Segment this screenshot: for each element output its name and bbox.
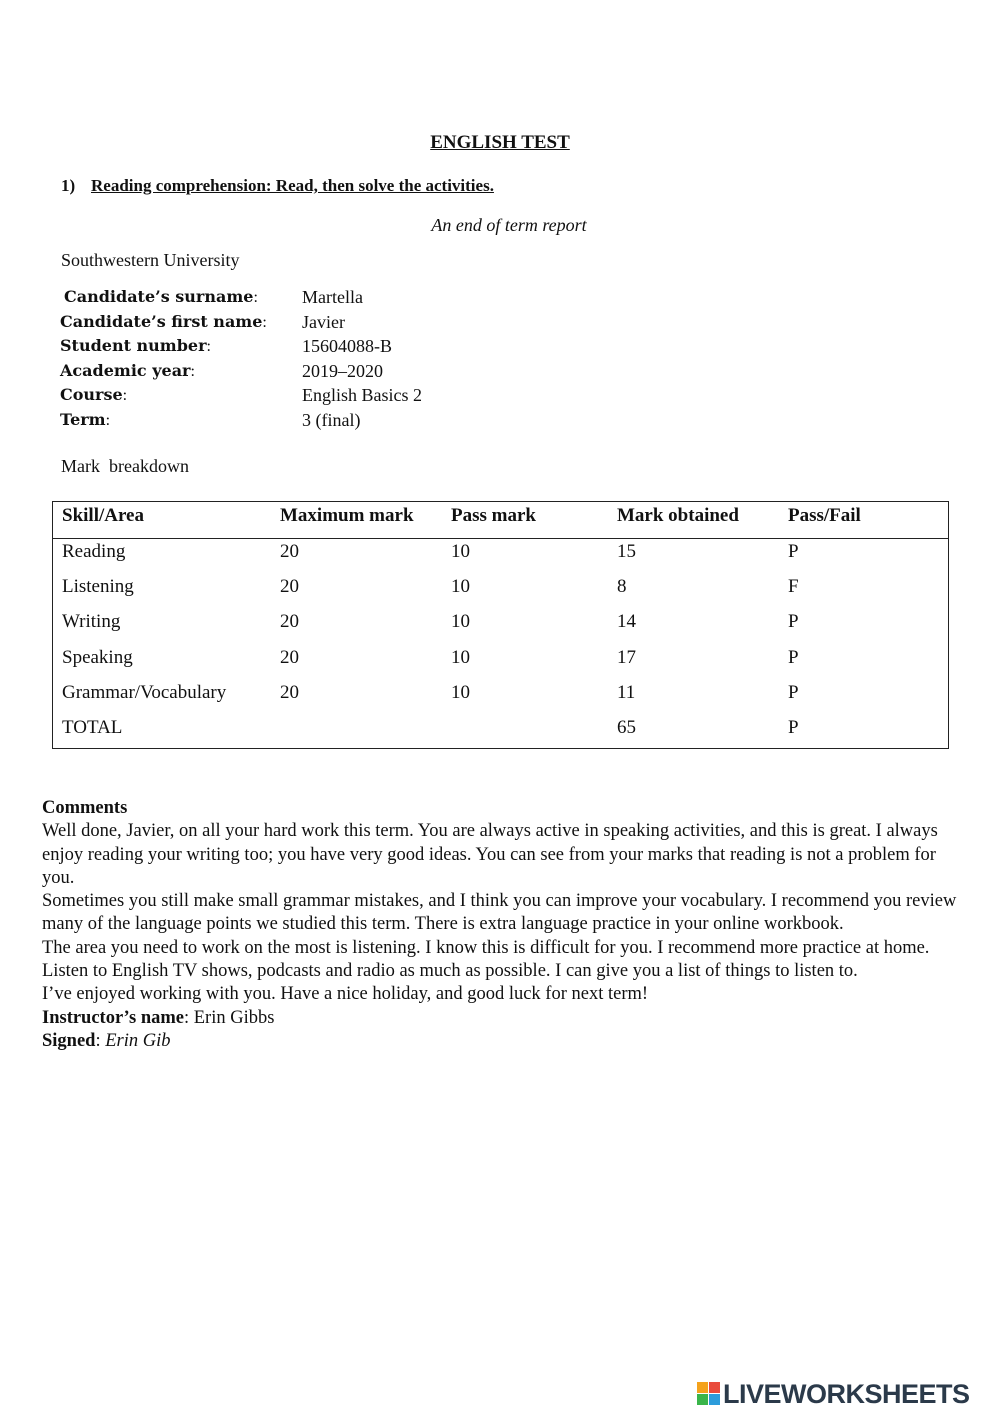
instructor-name: Erin Gibbs [193,1007,275,1028]
table-cell: 10 [451,682,470,703]
info-value: Martella [302,287,363,307]
table-cell: P [788,611,799,632]
table-cell: 8 [617,576,627,597]
table-cell: 17 [617,647,636,668]
report-subtitle: An end of term report [431,215,587,235]
info-label: Course: [60,385,128,404]
table-cell: 11 [617,682,636,703]
section-heading [61,176,494,196]
liveworksheets-logo [697,1379,970,1409]
signed-label: Signed [42,1030,96,1051]
comment-paragraph: I’ve enjoyed working with you. Have a nice holiday, and good luck for next term! [42,984,649,1005]
table-row [53,644,948,679]
table-cell: 20 [280,541,299,562]
table-cell: P [788,717,799,738]
table-cell: 10 [451,611,470,632]
info-value: 15604088-B [302,336,392,356]
comments-section [42,797,962,1053]
table-cell: 10 [451,647,470,668]
info-label: Term: [60,409,111,429]
table-cell: 20 [280,611,299,632]
signature: Erin Gib [105,1030,171,1051]
logo-blocks-icon [697,1382,721,1406]
table-cell: 10 [451,541,470,562]
column-header: Maximum mark [280,505,414,526]
table-cell: Writing [62,611,121,632]
info-value: Javier [302,311,345,332]
instructor-line: Instructor’s name: Erin Gibbs [42,1007,275,1028]
comment-paragraph: The area you need to work on the most is listening. I know this is difficult for you. I recommend more practice at home. Listen to English TV shows, podcasts and radio as much as possible. I can give you a list of things to listen to. [42,937,930,982]
table-row [53,679,948,714]
table-cell: Reading [62,541,126,562]
info-label: Academic year: [60,360,195,380]
table-row-total [53,714,948,749]
university-name: Southwestern University [61,250,240,270]
info-label: Candidate’s surname: [64,287,258,306]
table-row [53,608,948,643]
instructor-label: Instructor’s name [42,1007,184,1028]
comments-heading: Comments [42,798,128,818]
table-cell: 20 [280,647,299,668]
table-cell: P [788,541,799,562]
table-cell: 10 [451,576,470,597]
mark-breakdown-table [52,501,949,749]
table-cell: P [788,682,799,703]
table-cell: F [788,576,799,597]
column-header: Pass/Fail [788,505,861,526]
table-cell: 14 [617,611,636,632]
table-cell: 65 [617,717,636,738]
column-header: Skill/Area [62,505,144,526]
info-value: 3 (final) [302,409,361,430]
table-header [53,502,948,539]
table-row [53,573,948,608]
table-row [53,538,948,573]
section-instructions: Reading comprehension: Read, then solve the activities. [91,176,494,195]
info-label: Student number: [60,336,211,355]
column-header: Mark obtained [617,505,739,526]
section-number: 1) [61,176,76,195]
table-cell: Speaking [62,647,133,668]
mark-breakdown-label: Mark breakdown [61,456,189,476]
column-header: Pass mark [451,505,536,526]
table-cell: Grammar/Vocabulary [62,682,227,703]
comment-paragraph: Well done, Javier, on all your hard work this term. You are always active in speaking activities, and this is great. I always enjoy reading your writing too; you have very good ideas. You can see from your marks that reading is not a problem for you. [42,821,938,888]
page-title: ENGLISH TEST [430,132,570,153]
comment-paragraph: Sometimes you still make small grammar mistakes, and I think you can improve your vocabulary. I recommend you review many of the language points we studied this term. There is extra language practice in your online workbook. [42,891,957,935]
info-value: 2019–2020 [302,360,383,381]
table-cell: 20 [280,682,299,703]
table-cell: 15 [617,541,636,562]
table-cell: P [788,647,799,668]
info-label: Candidate’s first name: [60,311,267,331]
table-cell: TOTAL [62,717,123,738]
info-value: English Basics 2 [302,385,422,405]
signed-line: Signed: Erin Gib [42,1030,171,1051]
table-cell: 20 [280,576,299,597]
logo-text: LIVEWORKSHEETS [723,1378,970,1409]
table-cell: Listening [62,576,134,597]
